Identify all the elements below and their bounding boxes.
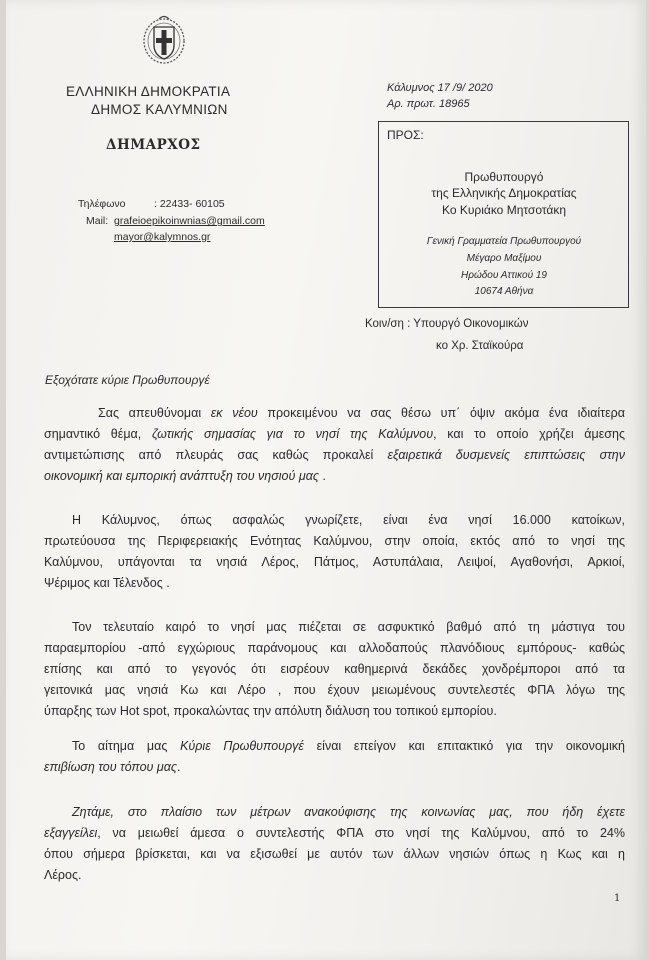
paragraph-line: Τον τελευταίο καιρό το νησί μας πιέζεται σε ασφυκτικό βαθμό από τη μάστιγα του bbox=[72, 620, 625, 634]
paragraph-line: Ζητάμε, στο πλαίσιο των μέτρων ανακούφισης της κοινωνίας μας, που ήδη έχετε bbox=[72, 805, 625, 819]
paragraph-line: Καλύμνου, υπάγονται τα νησιά Λέρος, Πάτμος, Αστυπάλαια, Λειψοί, Αγαθονήσι, Αρκιοί, bbox=[44, 555, 625, 569]
paragraph-line: εξαγγείλει, να μειωθεί άμεσα ο συντελεστής ΦΠΑ στο νησί της Καλύμνου, από το 24% bbox=[44, 826, 625, 840]
paragraph-line: ύπαρξης των Hot spot, προκαλώντας την απόλυτη διάλυση του τοπικού εμπορίου. bbox=[44, 704, 497, 718]
paragraph-line: πρωτεύουσα της Περιφερειακής Ενότητας Καλύμνου, στην οποία, εκτός από το νησί της bbox=[44, 534, 625, 548]
letter-page bbox=[6, 0, 646, 960]
recipient-address-line: 10674 Αθήνα bbox=[474, 286, 534, 297]
email-link-1[interactable]: grafeioepikoinwnias@gmail.com bbox=[114, 215, 265, 227]
paragraph-line: επιβίωση του τόπου μας. bbox=[44, 760, 181, 774]
phone-label: Τηλέφωνο bbox=[78, 198, 126, 210]
paragraph-line: Ψέριμος και Τέλενδος . bbox=[44, 576, 170, 590]
cc-line-1: Κοιν/ση : Υπουργό Οικονομικών bbox=[365, 318, 529, 330]
salutation: Εξοχότατε κύριε Πρωθυπουργέ bbox=[45, 373, 210, 387]
paragraph-line: Το αίτημα μας Κύριε Πρωθυπουργέ είναι επείγον και επιτακτικό για την οικονομική bbox=[72, 739, 625, 753]
paragraph-line: Η Κάλυμνος, όπως ασφαλώς γνωρίζετε, είναι ένα νησί 16.000 κατοίκων, bbox=[72, 513, 625, 527]
paragraph-line: Σας απευθύνομαι εκ νέου προκειμένου να σας θέσω υπ΄ όψιν ακόμα ένα ιδιαίτερα bbox=[98, 406, 625, 420]
page-number: 1 bbox=[614, 893, 621, 904]
paragraph-line: οικονομική και εμπορική ανάπτυξη του νησιού μας . bbox=[44, 469, 326, 483]
paragraph-line: όπου σήμερα βρίσκεται, και να εξισωθεί με αυτόν των άλλων νησιών όπως η Κως και η bbox=[44, 847, 625, 861]
recipient-label: ΠΡΟΣ: bbox=[387, 128, 424, 142]
issuer-subtitle: ΔΗΜΟΣ ΚΑΛΥΜΝΙΩΝ bbox=[91, 102, 228, 117]
office-title: ΔΗΜΑΡΧΟΣ bbox=[106, 137, 201, 153]
letter-date: Κάλυμνος 17 /9/ 2020 bbox=[387, 82, 493, 94]
recipient-line: Πρωθυπουργό bbox=[464, 170, 544, 184]
paragraph-line: σημαντικό θέμα, ζωτικής σημασίας για το νησί της Καλύμνου, και το οποίο χρήζει άμεσης bbox=[44, 427, 625, 441]
recipient-line: της Ελληνικής Δημοκρατίας bbox=[431, 186, 577, 200]
paragraph-line: αντιμετώπισης από πλευράς σας καθώς προκαλεί εξαιρετικά δυσμενείς επιπτώσεις στην bbox=[44, 448, 625, 462]
recipient-address-line: Μέγαρο Μαξίμου bbox=[466, 253, 542, 264]
greek-coat-of-arms-icon bbox=[139, 13, 189, 67]
issuer-title: ΕΛΛΗΝΙΚΗ ΔΗΜΟΚΡΑΤΙΑ bbox=[66, 84, 231, 99]
phone-value: : 22433- 60105 bbox=[154, 198, 225, 210]
email-link-2[interactable]: mayor@kalymnos.gr bbox=[114, 231, 211, 243]
protocol-number: Αρ. πρωτ. 18965 bbox=[387, 98, 470, 110]
paragraph-line: γειτονικά μας νησιά Κω και Λέρο , που έχουν μειωμένους συντελεστές ΦΠΑ λόγω της bbox=[44, 683, 625, 697]
paragraph-line: επίσης και από το γεγονός ότι εισρέουν καθημερινά δεκάδες χονδρέμποροι από τα bbox=[44, 662, 625, 676]
mail-label: Mail: bbox=[86, 215, 109, 227]
recipient-address-line: Ηρώδου Αττικού 19 bbox=[461, 270, 547, 281]
paragraph-line: Λέρος. bbox=[44, 868, 82, 882]
paragraph-line: παραεμπορίου -από εγχώριους παράνομους και αλλοδαπούς πλανόδιους εμπόρους- καθώς bbox=[44, 641, 625, 655]
recipient-address-line: Γενική Γραμματεία Πρωθυπουργού bbox=[426, 236, 582, 247]
cc-line-2: κο Χρ. Σταϊκούρα bbox=[436, 340, 524, 352]
recipient-line: Κο Κυριάκο Μητσοτάκη bbox=[441, 203, 567, 217]
